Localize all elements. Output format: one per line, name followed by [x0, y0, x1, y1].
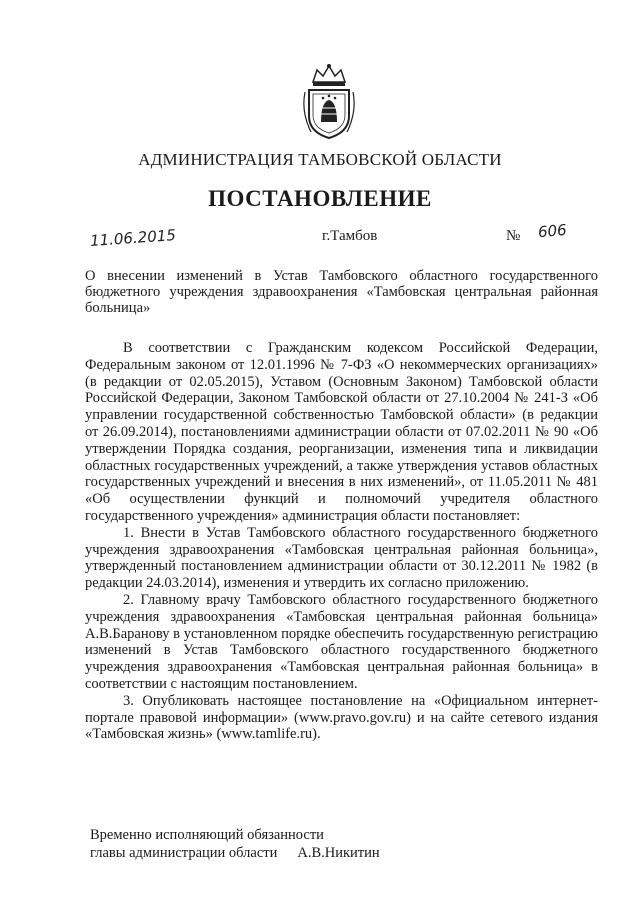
signature-row [90, 844, 380, 862]
document-city: г.Тамбов [322, 228, 378, 244]
document-number: 606 [537, 220, 568, 242]
document-body [85, 340, 598, 743]
document-subject: О внесении изменений в Устав Тамбовского областного государственного бюджетного учреждения здравоохранения «Тамбовская центральная районная больница» [85, 268, 598, 316]
signature-block [90, 826, 380, 862]
signature-position-line2: главы администрации области [90, 845, 278, 861]
item-1-paragraph: 1. Внести в Устав Тамбовского областного государственного бюджетного учреждения здравоохранения «Тамбовская центральная районная больница», утвержденный постановлением администрации области от 30.12.2011 № 1982 (в редакции 24.03.2014), изменения и утвердить их согласно приложению. [85, 524, 598, 592]
document-number-label: № [506, 228, 521, 244]
item-3-paragraph: 3. Опубликовать настоящее постановление на «Официальном интернет-портале правовой информации» (www.pravo.gov.ru) и на сайте сетевого издания «Тамбовская жизнь» (www.tamlife.ru). [85, 692, 598, 743]
organization-name: АДМИНИСТРАЦИЯ ТАМБОВСКОЙ ОБЛАСТИ [138, 150, 502, 169]
signatory-name: А.В.Никитин [297, 845, 380, 861]
document-title: ПОСТАНОВЛЕНИЕ [208, 186, 432, 211]
item-2-paragraph: 2. Главному врачу Тамбовского областного государственного бюджетного учреждения здравоохранения «Тамбовская центральная районная больница» А.В.Баранову в установленном порядке обеспечить государственную регистрацию изменений в Устав Тамбовского областного государственного бюджетного учреждения здравоохранения «Тамбовская центральная районная больница» в соответствии с настоящим постановлением. [85, 591, 598, 692]
coat-of-arms-emblem [299, 62, 359, 142]
signature-position-line1: Временно исполняющий обязанности [90, 827, 324, 843]
document-date: 11.06.2015 [89, 226, 177, 250]
preamble-paragraph: В соответствии с Гражданским кодексом Российской Федерации, Федеральным законом от 12.01.1996 № 7-ФЗ «О некоммерческих организациях» (в редакции от 02.05.2015), Уставом (Основным Законом) Тамбовской области Российской Федерации, Законом Тамбовской области от 27.10.2004 № 241-З «Об управлении государственной собственностью Тамбовской области» (в редакции от 26.09.2014), постановлениями администрации области от 07.02.2011 № 90 «Об утверждении Порядка создания, реорганизации, изменения типа и ликвидации областных государственных учреждений, а также утверждения уставов областных государственных учреждений и внесения в них изменений», от 11.05.2011 № 481 «Об осуществлении функций и полномочий учредителя областного государственного учреждения» администрация области постановляет: [85, 340, 598, 524]
